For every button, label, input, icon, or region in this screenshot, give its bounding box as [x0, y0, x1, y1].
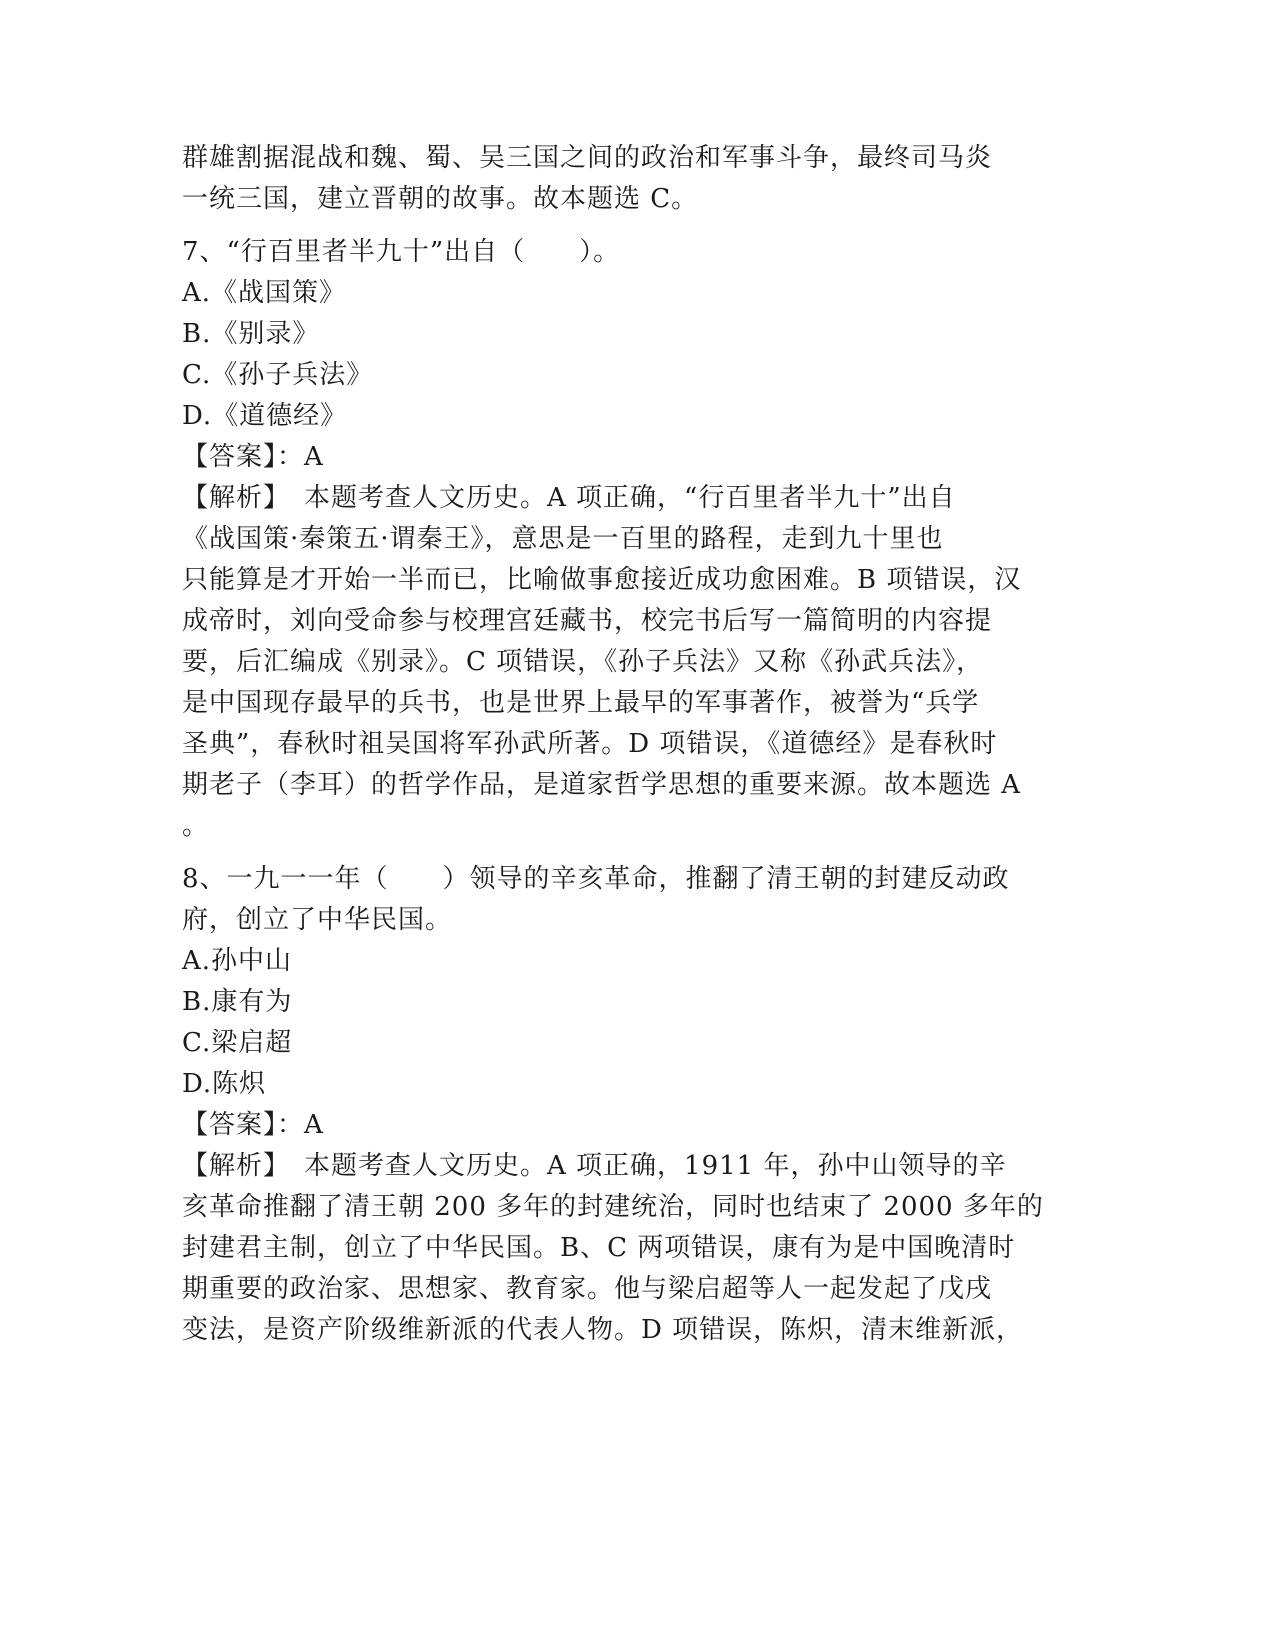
analysis-line: 期老子（李耳）的哲学作品，是道家哲学思想的重要来源。故本题选 A	[182, 770, 1022, 800]
question-8	[182, 859, 1042, 1351]
analysis-block	[182, 1146, 1042, 1351]
answer-line: 【答案】：A	[182, 1110, 324, 1140]
page-content	[182, 138, 1042, 1351]
previous-analysis-continuation	[182, 138, 1042, 220]
analysis-line: 是中国现存最早的兵书，也是世界上最早的军事著作，被誉为“兵学	[182, 688, 980, 718]
analysis-line: 亥革命推翻了清王朝 200 多年的封建统治，同时也结束了 2000 多年的	[182, 1192, 1044, 1222]
option-b: B.《别录》	[182, 319, 320, 349]
answer-line: 【答案】：A	[182, 442, 324, 472]
analysis-line: 要，后汇编成《别录》。C 项错误，《孙子兵法》又称《孙武兵法》，	[182, 647, 984, 677]
text-line: 群雄割据混战和魏、蜀、吴三国之间的政治和军事斗争，最终司马炎	[182, 143, 993, 173]
analysis-block	[182, 478, 1042, 847]
analysis-line: 变法，是资产阶级维新派的代表人物。D 项错误，陈炽，清末维新派，	[182, 1315, 1024, 1345]
text-line: 一统三国，建立晋朝的故事。故本题选 C。	[182, 184, 699, 214]
option-a: A.《战国策》	[182, 278, 347, 308]
analysis-line: 《战国策·秦策五·谓秦王》，意思是一百里的路程，走到九十里也	[182, 524, 944, 554]
option-a: A.孙中山	[182, 946, 293, 976]
analysis-line: 期重要的政治家、思想家、教育家。他与梁启超等人一起发起了戊戌	[182, 1274, 993, 1304]
option-c: C.梁启超	[182, 1028, 293, 1058]
question-stem: 府，创立了中华民国。	[182, 905, 453, 935]
analysis-line: 。	[182, 811, 210, 841]
analysis-line: 只能算是才开始一半而已，比喻做事愈接近成功愈困难。B 项错误，汉	[182, 565, 1022, 595]
question-7	[182, 232, 1042, 847]
question-stem: 7、“行百里者半九十”出自（ ）。	[182, 237, 621, 267]
analysis-line: 圣典”，春秋时祖吴国将军孙武所著。D 项错误，《道德经》是春秋时	[182, 729, 998, 759]
option-d: D.《道德经》	[182, 401, 348, 431]
analysis-line: 【解析】 本题考查人文历史。A 项正确，1911 年，孙中山领导的辛	[182, 1151, 1007, 1181]
analysis-line: 成帝时，刘向受命参与校理宫廷藏书，校完书后写一篇简明的内容提	[182, 606, 993, 636]
option-d: D.陈炽	[182, 1069, 267, 1099]
analysis-line: 【解析】 本题考查人文历史。A 项正确，“行百里者半九十”出自	[182, 483, 956, 513]
analysis-line: 封建君主制，创立了中华民国。B、C 两项错误，康有为是中国晚清时	[182, 1233, 1016, 1263]
option-b: B.康有为	[182, 987, 293, 1017]
option-c: C.《孙子兵法》	[182, 360, 374, 390]
question-stem: 8、一九一一年（ ）领导的辛亥革命，推翻了清王朝的封建反动政	[182, 864, 1010, 894]
